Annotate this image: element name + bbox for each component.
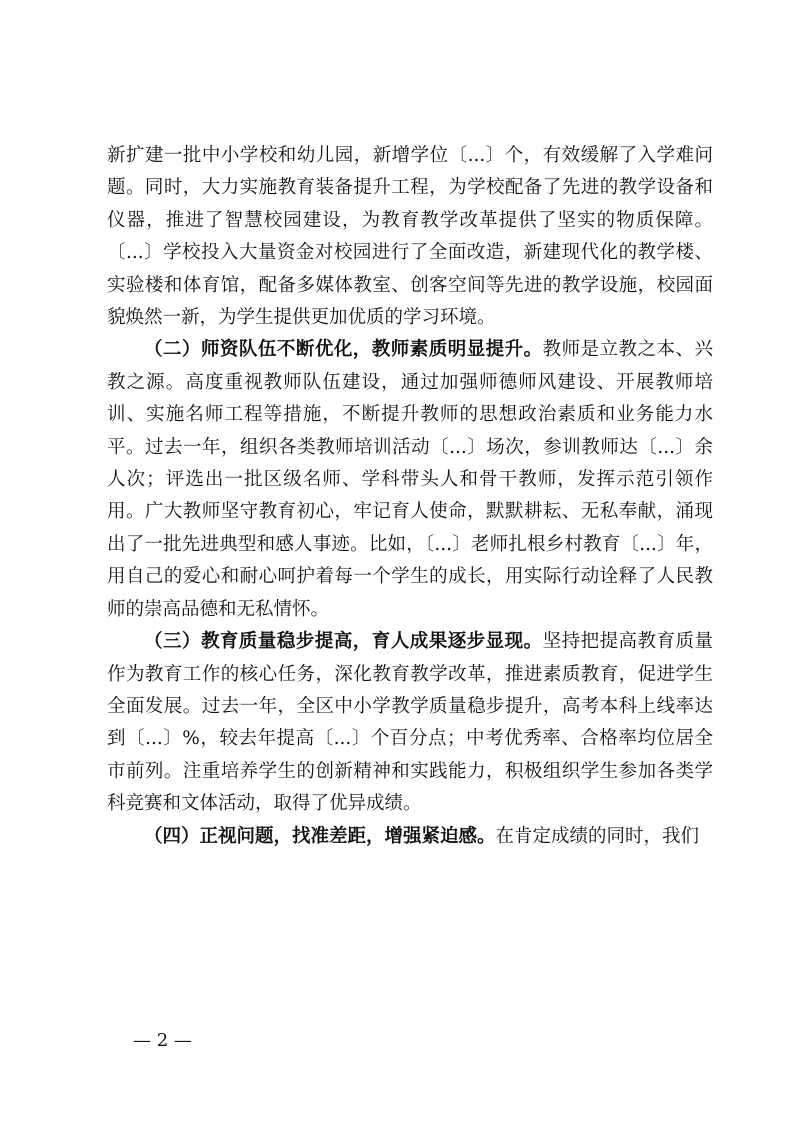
page-number: — 2 —: [133, 1030, 192, 1051]
paragraph-4-heading: （四）正视问题，找准差距，增强紧迫感。: [144, 825, 496, 847]
paragraph-2: [107, 334, 713, 626]
paragraph-3-text: 坚持把提高教育质量作为教育工作的核心任务，深化教育教学改革，推进素质教育，促进学生全面发展。过去一年，全区中小学教学质量稳步提升，高考本科上线率达到〔...〕%，较去年提高〔...〕个百分点；中考优秀率、合格率均位居全市前列。注重培养学生的创新精神和实践能力，积极组织学生参加各类学科竞赛和文体活动，取得了优异成绩。: [107, 631, 713, 815]
paragraph-2-text: 教师是立教之本、兴教之源。高度重视教师队伍建设，通过加强师德师风建设、开展教师培训、实施名师工程等措施，不断提升教师的思想政治素质和业务能力水平。过去一年，组织各类教师培训活动〔...〕场次，参训教师达〔...〕余人次；评选出一批区级名师、学科带头人和骨干教师，发挥示范引领作用。广大教师坚守教育初心，牢记育人使命，默默耕耘、无私奉献，涌现出了一批先进典型和感人事迹。比如，〔...〕老师扎根乡村教育〔...〕年，用自己的爱心和耐心呵护着每一个学生的成长，用实际行动诠释了人民教师的崇高品德和无私情怀。: [107, 339, 713, 620]
paragraph-1-text: 新扩建一批中小学校和幼儿园，新增学位〔...〕个，有效缓解了入学难问题。同时，大力实施教育装备提升工程，为学校配备了先进的教学设备和仪器，推进了智慧校园建设，为教育教学改革提供了坚实的物质保障。〔...〕学校投入大量资金对校园进行了全面改造，新建现代化的教学楼、实验楼和体育馆，配备多媒体教室、创客空间等先进的教学设施，校园面貌焕然一新，为学生提供更加优质的学习环境。: [107, 145, 713, 329]
document-body: [107, 140, 713, 853]
paragraph-4-text: 在肯定成绩的同时，我们: [495, 825, 700, 847]
paragraph-3-heading: （三）教育质量稳步提高，育人成果逐步显现。: [144, 631, 543, 653]
paragraph-2-heading: （二）师资队伍不断优化，教师素质明显提升。: [144, 339, 543, 361]
paragraph-3: [107, 626, 713, 820]
paragraph-4: [107, 821, 713, 853]
paragraph-1: [107, 140, 713, 334]
